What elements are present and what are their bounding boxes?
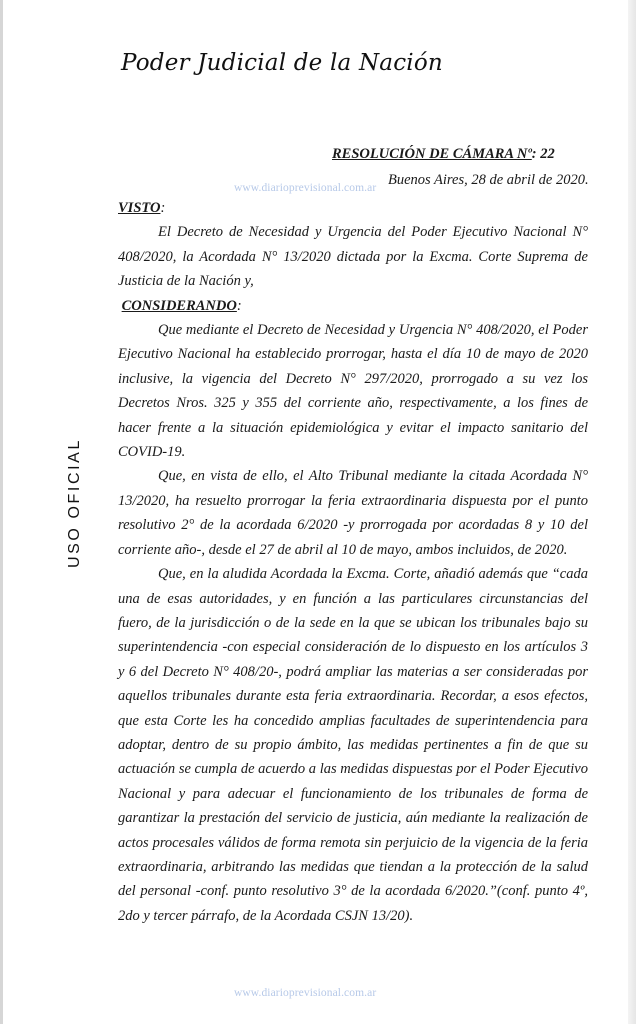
considerando-paragraph: Que mediante el Decreto de Necesidad y Urgencia N° 408/2020, el Poder Ejecutivo Nacional ha establecido prorrogar, hasta el día 10 de mayo de 2020 inclusive, la vigencia del Decreto N° 297/2020, prorrogado a su vez los Decretos Nros. 325 y 355 del corriente año, respectivamente, a los fines de hacer frente a la situación epidemiológica y evitar el impacto sanitario del COVID-19.	[118, 322, 588, 461]
resolution-number: : 22	[531, 146, 555, 162]
resolution-title-label: RESOLUCIÓN DE CÁMARA Nº	[332, 146, 532, 162]
considerando-heading-label: CONSIDERANDO	[121, 297, 237, 314]
considerando-heading: CONSIDERANDO:	[121, 297, 242, 314]
visto-paragraph: El Decreto de Necesidad y Urgencia del Poder Ejecutivo Nacional N° 408/2020, la Acordada N° 13/2020 dictada por la Excma. Corte Suprema de Justicia de la Nación y,	[118, 224, 588, 290]
resolution-title	[332, 146, 555, 163]
visto-heading: VISTO:	[118, 200, 166, 216]
considerando-paragraph: Que, en vista de ello, el Alto Tribunal mediante la citada Acordada N° 13/2020, ha resuelto prorrogar la feria extraordinaria dispuesta por el punto resolutivo 2° de la acordada 6/2020 -y prorrogada por acordadas 8 y 10 del corriente año-, desde el 27 de abril al 10 de mayo, ambos incluidos, de 2020.	[118, 468, 588, 558]
page-edge-right	[628, 0, 636, 1024]
uso-oficial-stamp: USO OFICIAL	[66, 438, 83, 568]
visto-heading-label: VISTO	[118, 200, 161, 216]
watermark-top: www.diarioprevisional.com.ar	[234, 182, 377, 194]
date-line: Buenos Aires, 28 de abril de 2020.	[388, 172, 589, 188]
considerando-paragraph: Que, en la aludida Acordada la Excma. Corte, añadió además que “cada una de esas autoridades, y en función a las particulares circunstancias del fuero, de la jurisdicción o de la sede en la que se ubican los tribunales bajo su superintendencia -con especial consideración de lo dispuesto en los artículos 3 y 6 del Decreto N° 408/20-, podrá ampliar las materias a ser consideradas por aquellos tribunales durante esta feria extraordinaria. Recordar, a esos efectos, que esta Corte les ha concedido amplias facultades de superintendencia para adoptar, dentro de su propio ámbito, las medidas pertinentes a fin de que su actuación se cumpla de acuerdo a las medidas dispuestas por el Poder Ejecutivo Nacional y para adecuar el funcionamiento de los tribunales de forma de garantizar la prestación del servicio de justicia, aún mediante la realización de actos procesales válidos de forma remota sin perjuicio de la vigencia de la feria extraordinaria, arbitrando las medidas que tiendan a la protección de la salud del personal -conf. punto resolutivo 3° de la acordada 6/2020.”(conf. punto 4º, 2do y tercer párrafo, de la Acordada CSJN 13/20).	[118, 566, 588, 924]
document-body	[118, 196, 588, 928]
letterhead: Poder Judicial de la Nación	[121, 50, 443, 76]
page-edge-left	[0, 0, 3, 1024]
watermark-bottom: www.diarioprevisional.com.ar	[234, 987, 377, 999]
